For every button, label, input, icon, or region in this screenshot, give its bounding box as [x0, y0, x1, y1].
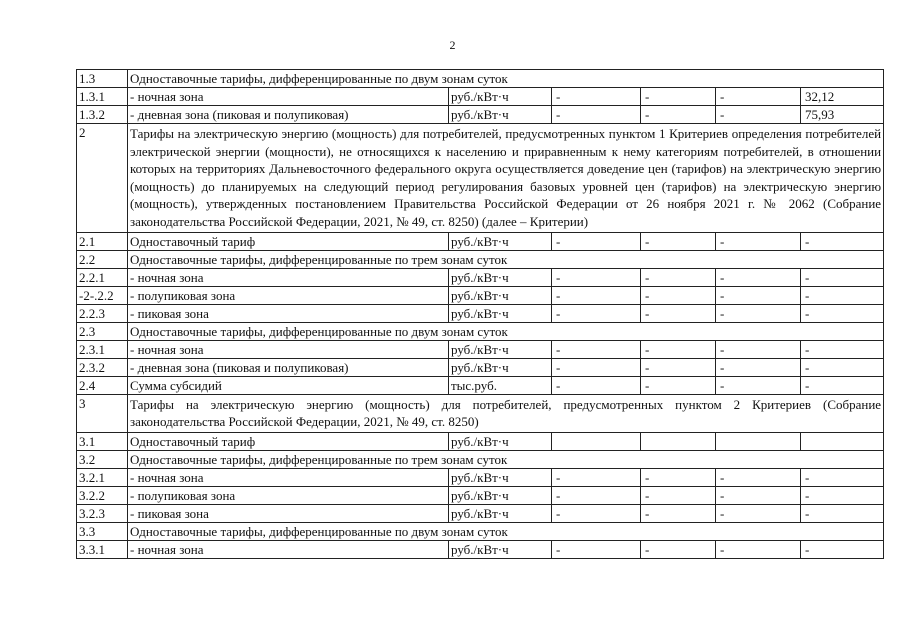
row-number: 1.3.1 [77, 88, 128, 106]
row-number: 1.3 [77, 70, 128, 88]
row-value: - [641, 106, 716, 124]
row-number: 2.4 [77, 376, 128, 394]
row-value: - [716, 504, 801, 522]
row-value: - [801, 540, 884, 558]
row-description: Сумма субсидий [128, 376, 449, 394]
row-value: - [552, 358, 641, 376]
row-value: - [552, 540, 641, 558]
row-value: - [552, 504, 641, 522]
page-number: 2 [449, 38, 456, 52]
table-row [77, 504, 884, 522]
row-number: 3.2 [77, 450, 128, 468]
row-description: - полупиковая зона [128, 286, 449, 304]
row-unit: руб./кВт·ч [449, 268, 552, 286]
row-value: - [801, 376, 884, 394]
table-row [77, 106, 884, 124]
row-value: - [801, 232, 884, 250]
row-unit: руб./кВт·ч [449, 304, 552, 322]
group-heading: Одноставочные тарифы, дифференцированные по двум зонам суток [128, 322, 884, 340]
row-number: 2.1 [77, 232, 128, 250]
row-value: - [801, 286, 884, 304]
table-row [77, 232, 884, 250]
row-value [552, 432, 641, 450]
row-value: - [716, 540, 801, 558]
table-row [77, 304, 884, 322]
table-row [77, 358, 884, 376]
row-value: - [716, 106, 801, 124]
row-unit: руб./кВт·ч [449, 106, 552, 124]
row-value: - [716, 358, 801, 376]
row-description: - ночная зона [128, 468, 449, 486]
table-row [77, 268, 884, 286]
row-value: - [801, 340, 884, 358]
row-value [801, 432, 884, 450]
row-description: - дневная зона (пиковая и полупиковая) [128, 358, 449, 376]
row-unit: руб./кВт·ч [449, 88, 552, 106]
row-number: 2.2.3 [77, 304, 128, 322]
row-number: 2.3.2 [77, 358, 128, 376]
row-description: Одноставочный тариф [128, 232, 449, 250]
group-heading: Одноставочные тарифы, дифференцированные по двум зонам суток [128, 522, 884, 540]
row-unit: тыс.руб. [449, 376, 552, 394]
row-value: - [641, 286, 716, 304]
table-row [77, 250, 884, 268]
row-value: - [552, 304, 641, 322]
row-value: - [716, 232, 801, 250]
row-value [716, 432, 801, 450]
table-row [77, 432, 884, 450]
row-value: - [801, 268, 884, 286]
table-row [77, 124, 884, 233]
row-value: - [801, 504, 884, 522]
row-value: - [641, 486, 716, 504]
row-number: 3 [77, 394, 128, 432]
row-value: - [552, 106, 641, 124]
row-value: - [716, 376, 801, 394]
table-row [77, 450, 884, 468]
table-row [77, 394, 884, 432]
group-heading: Одноставочные тарифы, дифференцированные по двум зонам суток [128, 70, 884, 88]
row-description: Одноставочный тариф [128, 432, 449, 450]
row-value: - [552, 286, 641, 304]
table-row [77, 88, 884, 106]
tariff-table [76, 69, 884, 559]
row-number: 3.3 [77, 522, 128, 540]
row-value [641, 432, 716, 450]
table-row [77, 340, 884, 358]
row-value: - [641, 88, 716, 106]
row-description: - ночная зона [128, 88, 449, 106]
row-value: - [641, 540, 716, 558]
row-value: - [552, 486, 641, 504]
row-description: - ночная зона [128, 340, 449, 358]
row-value: - [552, 376, 641, 394]
section-heading: Тарифы на электрическую энергию (мощность) для потребителей, предусмотренных пунктом 1 Критериев определения потребителей электрической энергии (мощности), не относящихся к населению и приравненным к нему категориям потребителей, в отношении которых на территориях Дальневосточного федерального округа осуществляется доведение цен (тарифов) на электрическую энергию (мощность) до планируемых на следующий период регулирования базовых уровней цен (тарифов) на электрическую энергию (мощность), утвержденных постановлением Правительства Российской Федерации от 26 ноября 2021 г. № 2062 (Собрание законодательства Российской Федерации, 2021, № 49, ст. 8250) (далее – Критерии) [128, 124, 884, 233]
row-value: - [716, 486, 801, 504]
row-number: 2.3.1 [77, 340, 128, 358]
row-value: - [716, 268, 801, 286]
table-row [77, 376, 884, 394]
row-unit: руб./кВт·ч [449, 468, 552, 486]
row-value: - [641, 468, 716, 486]
row-number: 3.2.2 [77, 486, 128, 504]
row-value: - [552, 268, 641, 286]
row-description: - пиковая зона [128, 504, 449, 522]
row-number: 3.2.3 [77, 504, 128, 522]
row-unit: руб./кВт·ч [449, 340, 552, 358]
row-unit: руб./кВт·ч [449, 486, 552, 504]
row-number: 2 [77, 124, 128, 233]
row-value: - [801, 358, 884, 376]
row-value: - [552, 340, 641, 358]
row-value: - [552, 88, 641, 106]
row-description: - ночная зона [128, 540, 449, 558]
row-value: - [716, 304, 801, 322]
row-value: - [716, 468, 801, 486]
row-value: - [716, 340, 801, 358]
row-unit: руб./кВт·ч [449, 358, 552, 376]
row-unit: руб./кВт·ч [449, 232, 552, 250]
row-value: - [641, 340, 716, 358]
row-value: - [641, 304, 716, 322]
row-number: 2.2.1 [77, 268, 128, 286]
row-value: - [801, 468, 884, 486]
row-value: 32,12 [801, 88, 884, 106]
row-value: - [552, 232, 641, 250]
row-description: - пиковая зона [128, 304, 449, 322]
row-description: - ночная зона [128, 268, 449, 286]
row-number: 2.3 [77, 322, 128, 340]
table-body [77, 70, 884, 559]
row-value: - [641, 504, 716, 522]
table-row [77, 540, 884, 558]
row-value: - [641, 376, 716, 394]
group-heading: Одноставочные тарифы, дифференцированные по трем зонам суток [128, 250, 884, 268]
row-unit: руб./кВт·ч [449, 432, 552, 450]
row-value: - [716, 286, 801, 304]
row-number: 3.1 [77, 432, 128, 450]
row-unit: руб./кВт·ч [449, 504, 552, 522]
row-value: - [641, 358, 716, 376]
table-row [77, 286, 884, 304]
row-number: 1.3.2 [77, 106, 128, 124]
row-value: - [641, 268, 716, 286]
table-row [77, 468, 884, 486]
row-value: 75,93 [801, 106, 884, 124]
row-unit: руб./кВт·ч [449, 286, 552, 304]
row-value: - [801, 486, 884, 504]
section-heading: Тарифы на электрическую энергию (мощность) для потребителей, предусмотренных пунктом 2 Критериев (Собрание законодательства Российской Федерации, 2021, № 49, ст. 8250) [128, 394, 884, 432]
row-description: - дневная зона (пиковая и полупиковая) [128, 106, 449, 124]
row-value: - [552, 468, 641, 486]
row-number: 2.2 [77, 250, 128, 268]
row-number: -2-.2.2 [77, 286, 128, 304]
row-value: - [716, 88, 801, 106]
row-value: - [641, 232, 716, 250]
row-description: - полупиковая зона [128, 486, 449, 504]
row-number: 3.3.1 [77, 540, 128, 558]
row-number: 3.2.1 [77, 468, 128, 486]
table-row [77, 486, 884, 504]
row-unit: руб./кВт·ч [449, 540, 552, 558]
table-row [77, 322, 884, 340]
row-value: - [801, 304, 884, 322]
table-row [77, 70, 884, 88]
group-heading: Одноставочные тарифы, дифференцированные по трем зонам суток [128, 450, 884, 468]
table-row [77, 522, 884, 540]
